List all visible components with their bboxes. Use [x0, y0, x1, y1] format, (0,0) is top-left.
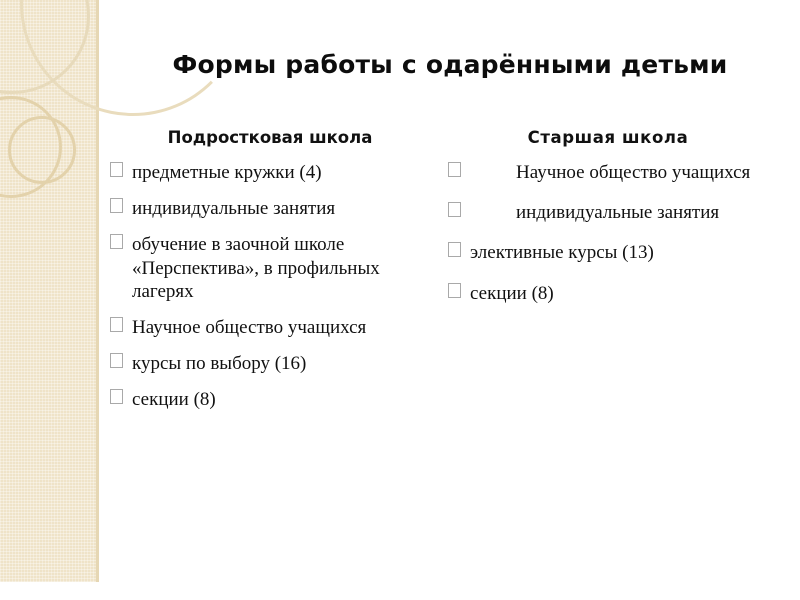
list-item-text: секции (8) — [470, 282, 554, 304]
column-right — [448, 128, 768, 424]
slide-bottom-margin — [0, 582, 800, 600]
list-item — [110, 161, 430, 184]
bullet-icon — [110, 389, 123, 404]
list-item — [448, 282, 768, 305]
bullet-icon — [448, 202, 461, 217]
decorative-circle-icon — [8, 116, 76, 184]
bullet-icon — [448, 162, 461, 177]
list-item-text: индивидуальные занятия — [132, 198, 336, 220]
list-item-text: курсы по выбору (16) — [132, 353, 307, 375]
column-right-list — [448, 161, 768, 305]
bullet-icon — [110, 353, 123, 368]
list-item-text: Научное общество учащихся — [132, 316, 367, 338]
list-item — [110, 388, 430, 411]
bullet-icon — [110, 198, 123, 213]
bullet-icon — [110, 162, 123, 177]
list-item-text: обучение в заочной школе «Перспектива», в профильных лагерях — [132, 234, 380, 302]
list-item-text: секции (8) — [132, 389, 216, 411]
column-left-heading: Подростковая школа — [167, 128, 373, 147]
list-item-text: элективные курсы (13) — [470, 242, 654, 264]
list-item-text: Научное общество учащихся — [516, 162, 751, 183]
column-right-heading: Старшая школа — [527, 128, 689, 147]
list-item — [110, 352, 430, 375]
list-item-text: предметные кружки (4) — [132, 162, 322, 183]
list-item — [448, 161, 768, 184]
list-item — [110, 233, 430, 303]
slide-title: Формы работы с одарёнными детьми — [172, 50, 728, 79]
list-item — [110, 197, 430, 220]
list-item — [448, 201, 768, 224]
bullet-icon — [110, 317, 123, 332]
bullet-icon — [448, 242, 461, 257]
bullet-icon — [110, 234, 123, 249]
content-columns — [110, 128, 778, 424]
column-left-list — [110, 161, 430, 411]
bullet-icon — [448, 283, 461, 298]
column-left — [110, 128, 430, 424]
list-item — [110, 316, 430, 339]
list-item-text: индивидуальные занятия — [516, 202, 720, 224]
list-item — [448, 241, 768, 264]
